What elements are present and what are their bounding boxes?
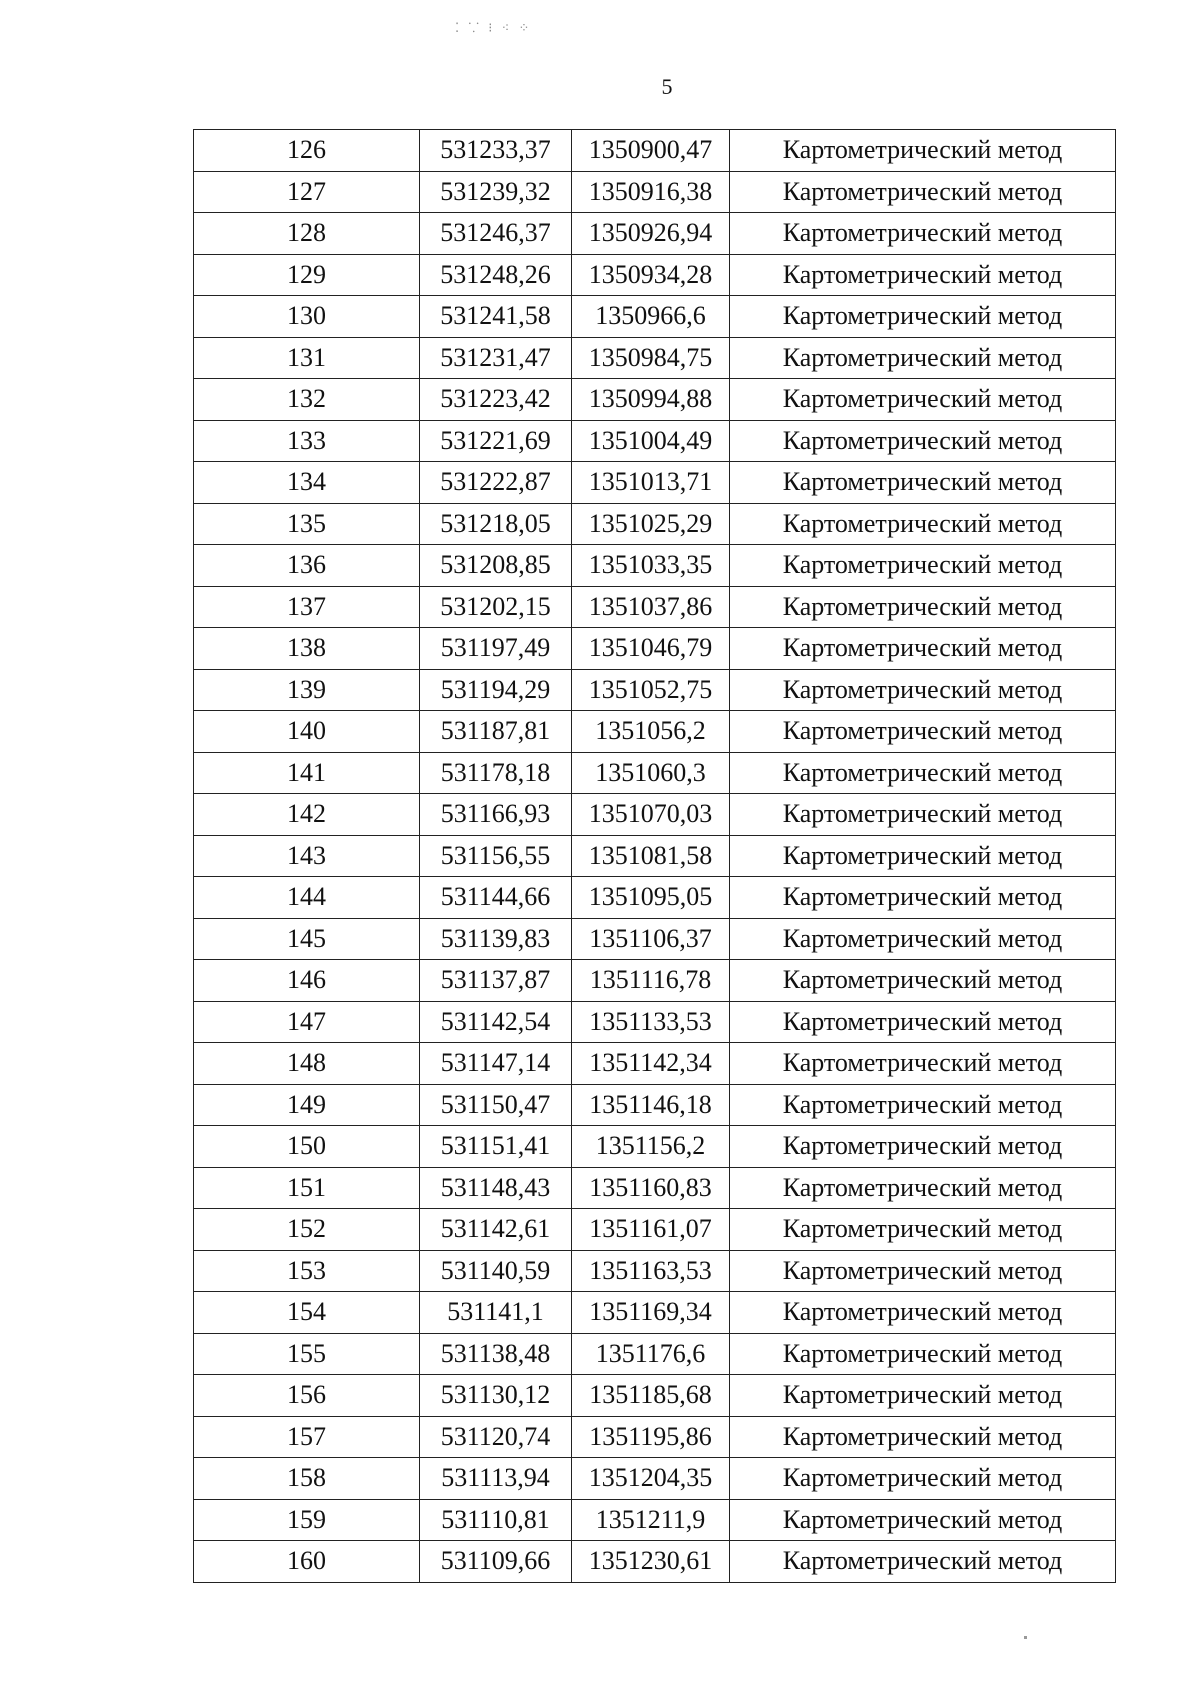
cell-x: 531138,48	[420, 1333, 572, 1375]
table-row	[194, 254, 1116, 296]
cell-y: 1351033,35	[572, 545, 730, 587]
cell-method: Картометрический метод	[730, 420, 1116, 462]
cell-num: 133	[194, 420, 420, 462]
page-number: 5	[661, 74, 673, 99]
cell-y: 1351025,29	[572, 503, 730, 545]
cell-num: 145	[194, 918, 420, 960]
cell-method: Картометрический метод	[730, 1209, 1116, 1251]
cell-x: 531151,41	[420, 1126, 572, 1168]
cell-x: 531142,54	[420, 1001, 572, 1043]
cell-y: 1350926,94	[572, 213, 730, 255]
cell-num: 144	[194, 877, 420, 919]
table-row	[194, 752, 1116, 794]
cell-y: 1351046,79	[572, 628, 730, 670]
cell-method: Картометрический метод	[730, 171, 1116, 213]
cell-num: 153	[194, 1250, 420, 1292]
cell-x: 531147,14	[420, 1043, 572, 1085]
cell-x: 531166,93	[420, 794, 572, 836]
cell-x: 531248,26	[420, 254, 572, 296]
table-row	[194, 1250, 1116, 1292]
cell-y: 1351142,34	[572, 1043, 730, 1085]
table-row	[194, 835, 1116, 877]
cell-y: 1351081,58	[572, 835, 730, 877]
cell-x: 531144,66	[420, 877, 572, 919]
cell-y: 1351230,61	[572, 1541, 730, 1583]
table-row	[194, 1126, 1116, 1168]
cell-method: Картометрический метод	[730, 669, 1116, 711]
cell-y: 1350994,88	[572, 379, 730, 421]
cell-method: Картометрический метод	[730, 1084, 1116, 1126]
cell-num: 156	[194, 1375, 420, 1417]
table-row	[194, 628, 1116, 670]
table-row	[194, 503, 1116, 545]
cell-x: 531194,29	[420, 669, 572, 711]
cell-x: 531241,58	[420, 296, 572, 338]
cell-y: 1351116,78	[572, 960, 730, 1002]
cell-num: 139	[194, 669, 420, 711]
cell-method: Картометрический метод	[730, 1292, 1116, 1334]
table-row	[194, 171, 1116, 213]
cell-method: Картометрический метод	[730, 628, 1116, 670]
cell-x: 531239,32	[420, 171, 572, 213]
table-row	[194, 1292, 1116, 1334]
table-row	[194, 213, 1116, 255]
cell-num: 148	[194, 1043, 420, 1085]
cell-method: Картометрический метод	[730, 877, 1116, 919]
table-row	[194, 1209, 1116, 1251]
cell-x: 531187,81	[420, 711, 572, 753]
cell-y: 1351169,34	[572, 1292, 730, 1334]
cell-y: 1351070,03	[572, 794, 730, 836]
scan-speck	[1024, 1636, 1027, 1639]
cell-x: 531113,94	[420, 1458, 572, 1500]
cell-method: Картометрический метод	[730, 960, 1116, 1002]
table-row	[194, 130, 1116, 172]
cell-x: 531222,87	[420, 462, 572, 504]
cell-y: 1350984,75	[572, 337, 730, 379]
cell-method: Картометрический метод	[730, 254, 1116, 296]
cell-method: Картометрический метод	[730, 918, 1116, 960]
cell-num: 146	[194, 960, 420, 1002]
cell-x: 531223,42	[420, 379, 572, 421]
table-row	[194, 1375, 1116, 1417]
cell-method: Картометрический метод	[730, 794, 1116, 836]
cell-num: 140	[194, 711, 420, 753]
cell-method: Картометрический метод	[730, 503, 1116, 545]
table-row	[194, 669, 1116, 711]
cell-num: 160	[194, 1541, 420, 1583]
cell-x: 531178,18	[420, 752, 572, 794]
table-row	[194, 918, 1116, 960]
cell-method: Картометрический метод	[730, 1458, 1116, 1500]
table-row	[194, 1167, 1116, 1209]
cell-method: Картометрический метод	[730, 1001, 1116, 1043]
cell-num: 129	[194, 254, 420, 296]
cell-method: Картометрический метод	[730, 752, 1116, 794]
cell-y: 1351163,53	[572, 1250, 730, 1292]
cell-method: Картометрический метод	[730, 586, 1116, 628]
cell-x: 531218,05	[420, 503, 572, 545]
cell-y: 1351185,68	[572, 1375, 730, 1417]
cell-num: 135	[194, 503, 420, 545]
table-row	[194, 462, 1116, 504]
cell-x: 531231,47	[420, 337, 572, 379]
cell-method: Картометрический метод	[730, 337, 1116, 379]
cell-y: 1351160,83	[572, 1167, 730, 1209]
cell-num: 152	[194, 1209, 420, 1251]
cell-x: 531156,55	[420, 835, 572, 877]
table-row	[194, 960, 1116, 1002]
cell-method: Картометрический метод	[730, 1250, 1116, 1292]
cell-x: 531221,69	[420, 420, 572, 462]
cell-num: 155	[194, 1333, 420, 1375]
cell-x: 531142,61	[420, 1209, 572, 1251]
cell-y: 1351211,9	[572, 1499, 730, 1541]
table-row	[194, 877, 1116, 919]
cell-y: 1351195,86	[572, 1416, 730, 1458]
cell-x: 531202,15	[420, 586, 572, 628]
cell-num: 143	[194, 835, 420, 877]
table-row	[194, 296, 1116, 338]
cell-num: 136	[194, 545, 420, 587]
cell-num: 151	[194, 1167, 420, 1209]
table-row	[194, 1541, 1116, 1583]
cell-y: 1351133,53	[572, 1001, 730, 1043]
cell-method: Картометрический метод	[730, 296, 1116, 338]
table-row	[194, 420, 1116, 462]
table-row	[194, 337, 1116, 379]
cell-method: Картометрический метод	[730, 1541, 1116, 1583]
cell-method: Картометрический метод	[730, 130, 1116, 172]
table-row	[194, 711, 1116, 753]
table-row	[194, 379, 1116, 421]
cell-y: 1351013,71	[572, 462, 730, 504]
cell-num: 157	[194, 1416, 420, 1458]
cell-x: 531233,37	[420, 130, 572, 172]
coordinates-table	[193, 129, 1116, 1583]
cell-x: 531148,43	[420, 1167, 572, 1209]
cell-num: 158	[194, 1458, 420, 1500]
cell-y: 1351146,18	[572, 1084, 730, 1126]
table-row	[194, 794, 1116, 836]
cell-y: 1351095,05	[572, 877, 730, 919]
table-row	[194, 1043, 1116, 1085]
cell-num: 141	[194, 752, 420, 794]
table-row	[194, 1458, 1116, 1500]
cell-y: 1350966,6	[572, 296, 730, 338]
scan-artifact-header: ⁚ ⸪ ⁝ ⁖ ⁘	[455, 20, 533, 35]
table-row	[194, 1499, 1116, 1541]
cell-x: 531109,66	[420, 1541, 572, 1583]
cell-y: 1351176,6	[572, 1333, 730, 1375]
cell-method: Картометрический метод	[730, 1375, 1116, 1417]
cell-method: Картометрический метод	[730, 379, 1116, 421]
cell-method: Картометрический метод	[730, 835, 1116, 877]
cell-y: 1351161,07	[572, 1209, 730, 1251]
cell-num: 142	[194, 794, 420, 836]
cell-num: 134	[194, 462, 420, 504]
cell-num: 131	[194, 337, 420, 379]
cell-x: 531139,83	[420, 918, 572, 960]
cell-y: 1351060,3	[572, 752, 730, 794]
cell-num: 138	[194, 628, 420, 670]
cell-method: Картометрический метод	[730, 1416, 1116, 1458]
cell-num: 159	[194, 1499, 420, 1541]
table-row	[194, 1084, 1116, 1126]
cell-y: 1350900,47	[572, 130, 730, 172]
coordinates-table-body	[194, 130, 1116, 1583]
cell-y: 1351204,35	[572, 1458, 730, 1500]
cell-x: 531120,74	[420, 1416, 572, 1458]
cell-method: Картометрический метод	[730, 1167, 1116, 1209]
table-row	[194, 1416, 1116, 1458]
cell-num: 137	[194, 586, 420, 628]
cell-x: 531140,59	[420, 1250, 572, 1292]
cell-y: 1351106,37	[572, 918, 730, 960]
cell-method: Картометрический метод	[730, 1043, 1116, 1085]
cell-method: Картометрический метод	[730, 1333, 1116, 1375]
cell-y: 1351037,86	[572, 586, 730, 628]
cell-num: 130	[194, 296, 420, 338]
cell-y: 1351004,49	[572, 420, 730, 462]
cell-num: 154	[194, 1292, 420, 1334]
cell-num: 150	[194, 1126, 420, 1168]
cell-method: Картометрический метод	[730, 462, 1116, 504]
table-row	[194, 545, 1116, 587]
cell-y: 1351052,75	[572, 669, 730, 711]
cell-method: Картометрический метод	[730, 545, 1116, 587]
cell-method: Картометрический метод	[730, 213, 1116, 255]
cell-x: 531141,1	[420, 1292, 572, 1334]
cell-y: 1351056,2	[572, 711, 730, 753]
table-row	[194, 586, 1116, 628]
cell-y: 1350934,28	[572, 254, 730, 296]
cell-num: 127	[194, 171, 420, 213]
cell-x: 531130,12	[420, 1375, 572, 1417]
cell-num: 128	[194, 213, 420, 255]
cell-method: Картометрический метод	[730, 1126, 1116, 1168]
cell-num: 132	[194, 379, 420, 421]
cell-x: 531150,47	[420, 1084, 572, 1126]
cell-y: 1351156,2	[572, 1126, 730, 1168]
cell-x: 531246,37	[420, 213, 572, 255]
cell-method: Картометрический метод	[730, 711, 1116, 753]
cell-num: 149	[194, 1084, 420, 1126]
cell-x: 531197,49	[420, 628, 572, 670]
cell-x: 531137,87	[420, 960, 572, 1002]
cell-num: 126	[194, 130, 420, 172]
cell-num: 147	[194, 1001, 420, 1043]
cell-y: 1350916,38	[572, 171, 730, 213]
table-row	[194, 1001, 1116, 1043]
cell-method: Картометрический метод	[730, 1499, 1116, 1541]
table-row	[194, 1333, 1116, 1375]
cell-x: 531208,85	[420, 545, 572, 587]
cell-x: 531110,81	[420, 1499, 572, 1541]
